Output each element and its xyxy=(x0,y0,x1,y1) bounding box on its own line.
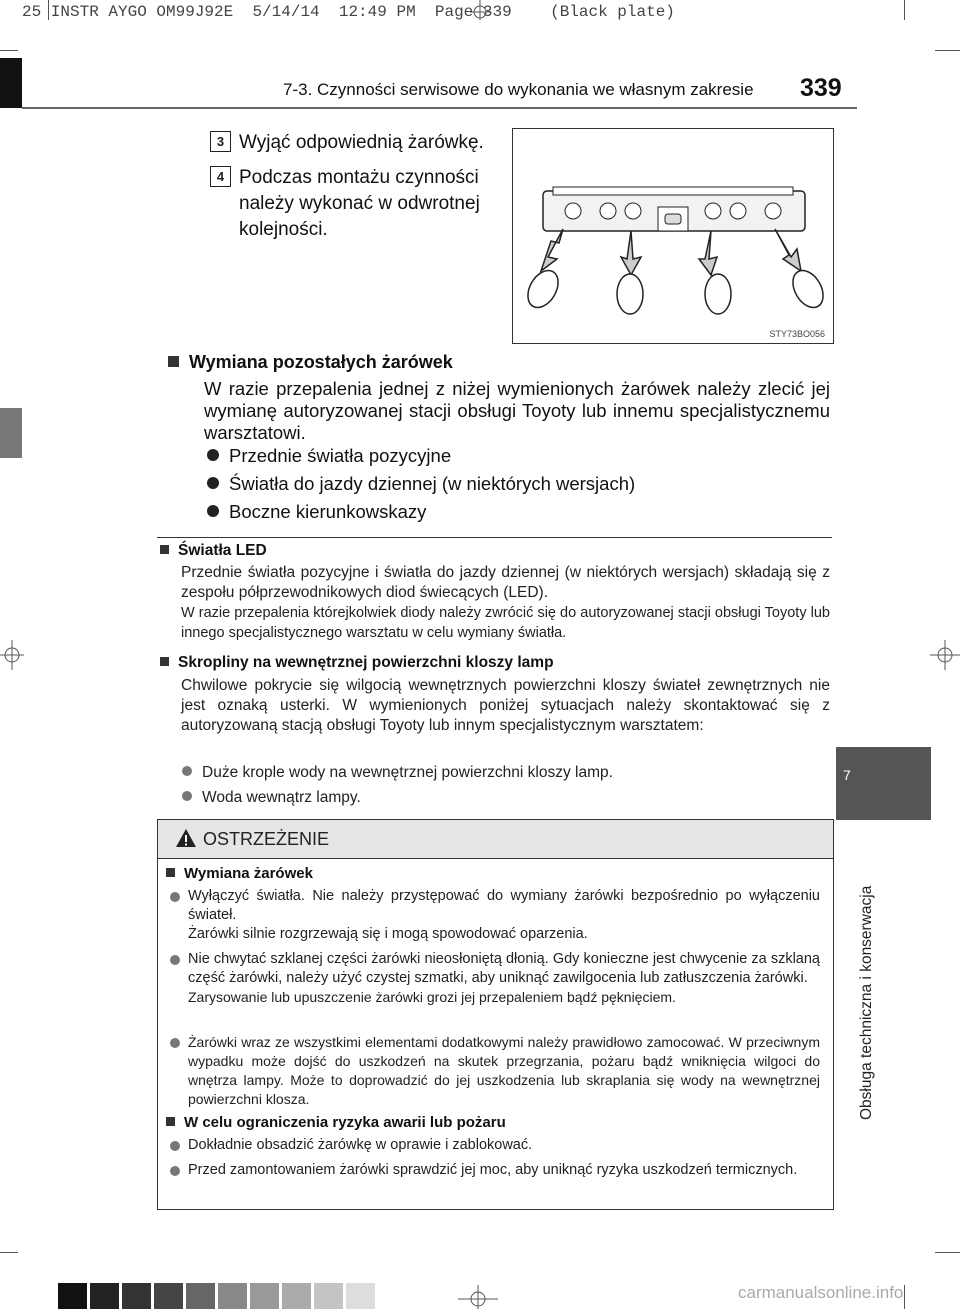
note-heading-text: Skropliny na wewnętrznej powierzchni kloszy lamp xyxy=(178,654,554,671)
color-swatch xyxy=(346,1283,375,1309)
bullet-icon xyxy=(170,1141,180,1151)
note-paragraph xyxy=(181,563,830,643)
step-text-line: należy wykonać w odwrotnej xyxy=(239,193,480,214)
note-heading-text: Światła LED xyxy=(178,542,267,559)
warning-section-heading-text: W celu ograniczenia ryzyka awarii lub pożaru xyxy=(184,1114,506,1131)
list-item-text: Woda wewnątrz lampy. xyxy=(202,789,361,806)
square-bullet-icon xyxy=(166,1117,175,1126)
note-paragraph: Chwilowe pokrycie się wilgocią wewnętrznych powierzchni kloszy świateł zewnętrznych nie jest oznaką usterki. W wymienionych poniżej sytuacjach należy skontaktować się z autoryzowaną stacją obsługi Toyoty lub innym specjalistycznym warsztatem: xyxy=(181,677,830,734)
color-swatch xyxy=(122,1283,151,1309)
bullet-icon xyxy=(207,449,219,461)
bullet-icon xyxy=(182,766,192,776)
crop-mark xyxy=(935,1252,960,1253)
warning-item xyxy=(188,950,820,1007)
step-number: 4 xyxy=(210,166,231,187)
square-bullet-icon xyxy=(168,356,179,367)
warning-title: OSTRZEŻENIE xyxy=(203,829,330,849)
crop-mark xyxy=(0,50,18,51)
bullet-icon xyxy=(170,955,180,965)
warning-item xyxy=(188,1161,820,1180)
step-text: Wyjąć odpowiednią żarówkę. xyxy=(239,132,484,153)
list-item xyxy=(182,789,361,807)
bullet-icon xyxy=(182,791,192,801)
color-swatch xyxy=(218,1283,247,1309)
bullet-icon xyxy=(170,1166,180,1176)
list-item xyxy=(207,473,635,495)
warning-item-text: Żarówki silnie rozgrzewają się i mogą spowodować oparzenia. xyxy=(188,926,588,942)
print-line: 25 INSTR AYGO OM99J92E 5/14/14 12:49 PM Page 339 (Black plate) xyxy=(22,3,675,21)
square-bullet-icon xyxy=(166,868,175,877)
crop-mark xyxy=(0,1252,18,1253)
edge-marker xyxy=(0,58,22,108)
section-divider xyxy=(157,537,832,538)
warning-icon xyxy=(175,828,197,848)
note-heading xyxy=(160,654,554,672)
step-text-line: Podczas montażu czynności xyxy=(239,167,479,188)
bullet-icon xyxy=(207,505,219,517)
color-swatch xyxy=(58,1283,87,1309)
warning-box xyxy=(157,819,834,1210)
chapter-tab xyxy=(836,747,931,820)
registration-mark-left xyxy=(0,640,24,670)
registration-mark-right xyxy=(930,640,960,670)
color-swatch xyxy=(154,1283,183,1309)
warning-item xyxy=(188,1033,820,1109)
warning-item-text: Żarówki wraz ze wszystkimi elementami dodatkowymi należy prawidłowo zamocować. W przeciwnym wypadku może dojść do uszkodzeń na skutek przegrzania, pożaru bądź wniknięcia wilgoci do wnętrza lampy. Może to doprowadzić do jej uszkodzenia lub skraplania się wody na wewnętrznej powierzchni klosza. xyxy=(188,1034,820,1107)
color-swatch xyxy=(314,1283,343,1309)
watermark: carmanualsonline.info xyxy=(738,1283,904,1302)
warning-item-text: Wyłączyć światła. Nie należy przystępować do wymiany żarówki bezpośrednio po wyłączeniu świateł. xyxy=(188,888,820,923)
note-text: W razie przepalenia którejkolwiek diody należy zwrócić się do autoryzowanej stacji obsługi Toyoty lub innego specjalistycznego warsztatu w celu wymiany światła. xyxy=(181,605,830,641)
bullet-icon xyxy=(170,1038,180,1048)
step-number: 3 xyxy=(210,131,231,152)
crop-mark xyxy=(935,50,960,51)
warning-item xyxy=(188,887,820,944)
list-item xyxy=(207,445,451,467)
step-text xyxy=(239,165,480,243)
list-item-text: Duże krople wody na wewnętrznej powierzchni kloszy lamp. xyxy=(202,764,613,781)
registration-mark-bottom xyxy=(458,1285,498,1309)
color-swatch xyxy=(250,1283,279,1309)
figure-code: STY73BO056 xyxy=(769,329,825,339)
paragraph: W razie przepalenia jednej z niżej wymienionych żarówek należy zlecić jej wymianę autoryzowanej stacji obsługi Toyoty lub innemu specjalistycznemu warsztatowi. xyxy=(204,378,830,443)
note-text: Przednie światła pozycyjne i światła do jazdy dziennej (w niektórych wersjach) składają się z zespołu półprzewodnikowych diod świecących (LED). xyxy=(181,564,830,601)
section-heading-text: Wymiana pozostałych żarówek xyxy=(189,352,453,372)
warning-section-heading-text: Wymiana żarówek xyxy=(184,865,313,882)
list-item xyxy=(207,501,426,523)
edge-marker xyxy=(0,408,22,458)
bullet-icon xyxy=(207,477,219,489)
warning-item-text: Nie chwytać szklanej części żarówki nieosłoniętą dłonią. Gdy konieczne jest chwycenie za szklaną część żarówki, należy użyć czystej szmatki, aby uniknąć zawilgocenia lub zatłuszczenia żarówki. xyxy=(188,951,820,986)
warning-item-text: Przed zamontowaniem żarówki sprawdzić jej moc, aby uniknąć ryzyka uszkodzeń termicznych. xyxy=(188,1162,798,1178)
square-bullet-icon xyxy=(160,657,169,666)
header-rule xyxy=(22,107,857,109)
list-item-text: Boczne kierunkowskazy xyxy=(229,501,427,522)
color-swatch xyxy=(90,1283,119,1309)
section-header: 7-3. Czynności serwisowe do wykonania we własnym zakresie xyxy=(283,80,754,99)
warning-item-text: Dokładnie obsadzić żarówkę w oprawie i zablokować. xyxy=(188,1137,533,1153)
list-item xyxy=(182,764,613,782)
crop-mark xyxy=(904,1285,905,1309)
page-number: 339 xyxy=(800,74,842,102)
chapter-title: Obsługa techniczna i konserwacja xyxy=(858,885,875,1120)
square-bullet-icon xyxy=(160,545,169,554)
step-text-line: kolejności. xyxy=(239,219,328,240)
warning-section-heading xyxy=(166,865,313,882)
note-heading xyxy=(160,542,267,560)
chapter-number: 7 xyxy=(843,767,851,783)
warning-section-heading xyxy=(166,1114,506,1131)
section-heading xyxy=(168,352,453,373)
list-item-text: Przednie światła pozycyjne xyxy=(229,445,452,466)
color-swatch xyxy=(282,1283,311,1309)
warning-header xyxy=(158,820,833,859)
bulb-removal-figure xyxy=(512,128,834,344)
warning-item xyxy=(188,1136,820,1155)
list-item-text: Światła do jazdy dziennej (w niektórych wersjach) xyxy=(229,473,636,494)
bullet-icon xyxy=(170,892,180,902)
crop-mark xyxy=(904,0,905,20)
warning-item-text: Zarysowanie lub upuszczenie żarówki grozi jej przepaleniem bądź pęknięciem. xyxy=(188,989,676,1005)
lamp-assembly-illustration xyxy=(513,129,833,343)
color-swatch xyxy=(186,1283,215,1309)
